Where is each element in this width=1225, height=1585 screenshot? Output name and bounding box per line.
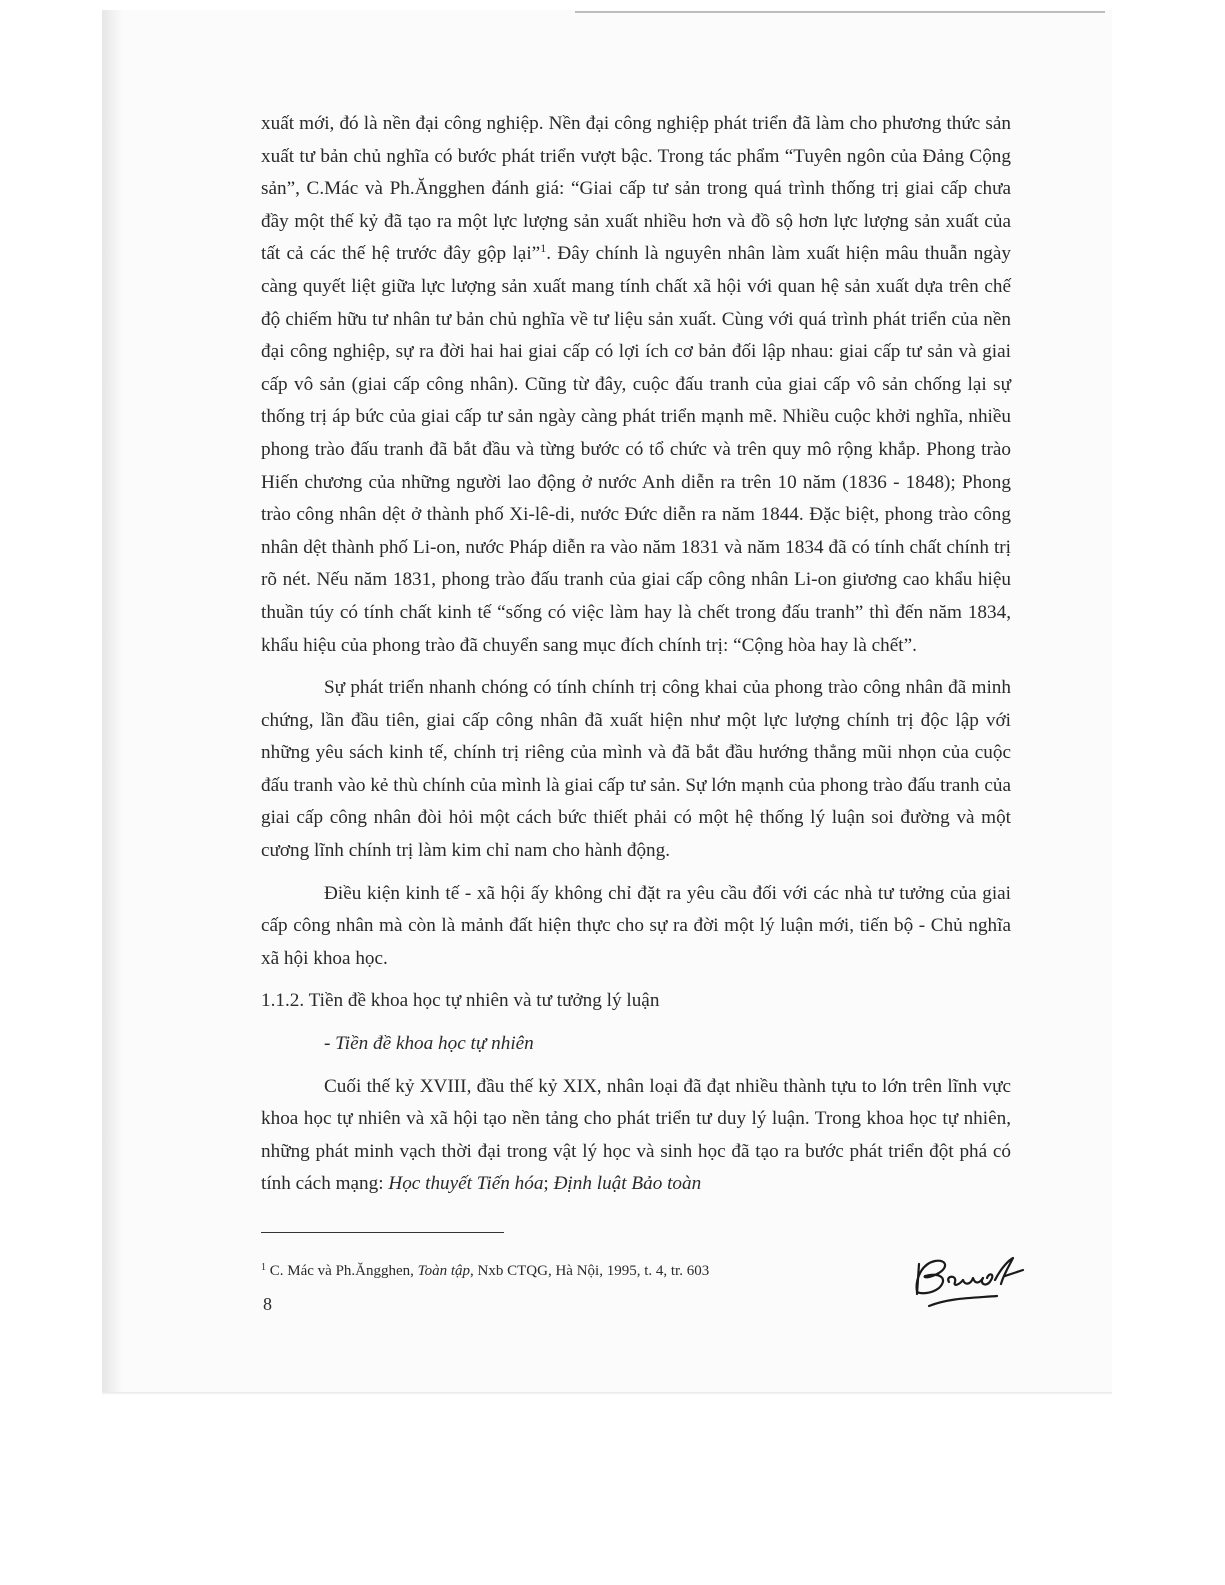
paragraph-3-text: Điều kiện kinh tế - xã hội ấy không chỉ đặt ra yêu cầu đối với các nhà tư tưởng của giai cấp công nhân mà còn là mảnh đất hiện thực cho sự ra đời một lý luận mới, tiến bộ - Chủ nghĩa xã hội khoa học. <box>261 882 1011 969</box>
section-heading-1-1-2 <box>261 985 1011 1018</box>
paragraph-2 <box>261 672 1011 868</box>
footnote-separator <box>261 1232 504 1233</box>
footnote <box>261 1260 881 1282</box>
handwritten-signature <box>905 1254 1030 1314</box>
footnote-prefix: C. Mác và Ph.Ăngghen, <box>266 1263 418 1279</box>
scan-edge-top <box>575 11 1105 13</box>
paragraph-4 <box>261 1071 1011 1201</box>
subsection-heading-text: - Tiền đề khoa học tự nhiên <box>324 1033 534 1055</box>
paragraph-4-text-a: Cuối thế kỷ XVIII, đầu thế kỷ XIX, nhân loại đã đạt nhiều thành tựu to lớn trên lĩnh vực khoa học tự nhiên và xã hội tạo nền tảng cho phát triển tư duy lý luận. Trong khoa học tự nhiên, những phát minh vạch thời đại trong vật lý học và sinh học đã tạo ra bước phát triển đột phá có tính cách mạng: <box>261 1075 1011 1195</box>
scan-edge-bottom <box>102 1392 1112 1395</box>
paragraph-1-text-b: . Đây chính là nguyên nhân làm xuất hiện mâu thuẫn ngày càng quyết liệt giữa lực lượng sản xuất mang tính chất xã hội với quan hệ sản xuất dựa trên chế độ chiếm hữu tư nhân tư bản chủ nghĩa về tư liệu sản xuất. Cùng với quá trình phát triển của nền đại công nghiệp, sự ra đời hai hai giai cấp có lợi ích cơ bản đối lập nhau: giai cấp tư sản và giai cấp vô sản (giai cấp công nhân). Cũng từ đây, cuộc đấu tranh của giai cấp vô sản chống lại sự thống trị áp bức của giai cấp tư sản ngày càng phát triển mạnh mẽ. Nhiều cuộc khởi nghĩa, nhiều phong trào đấu tranh đã bắt đầu và từng bước có tổ chức và trên quy mô rộng khắp. Phong trào Hiến chương của những người lao động ở nước Anh diễn ra trên 10 năm (1836 - 1848); Phong trào công nhân dệt ở thành phố Xi-lê-di, nước Đức diễn ra năm 1844. Đặc biệt, phong trào công nhân dệt thành phố Li-on, nước Pháp diễn ra vào năm 1831 và năm 1834 đã có tính chất chính trị rõ nét. Nếu năm 1831, phong trào đấu tranh của giai cấp công nhân Li-on giương cao khẩu hiệu thuần túy có tính chất kinh tế “sống có việc làm hay là chết trong đấu tranh” thì đến năm 1834, khẩu hiệu của phong trào đã chuyển sang mục đích chính trị: “Cộng hòa hay là chết”. <box>261 243 1012 656</box>
footnote-title: Toàn tập <box>417 1263 471 1279</box>
document-body <box>261 108 1011 1201</box>
scan-shadow-left <box>102 10 122 1395</box>
term-conservation-law: Định luật Bảo toàn <box>553 1173 702 1195</box>
subsection-heading <box>261 1028 1011 1061</box>
paragraph-3 <box>261 878 1011 976</box>
paragraph-4-separator: ; <box>543 1173 554 1195</box>
footnote-reference: 1 <box>540 241 547 256</box>
section-heading-text: 1.1.2. Tiền đề khoa học tự nhiên và tư tưởng lý luận <box>261 990 660 1012</box>
paragraph-2-text: Sự phát triển nhanh chóng có tính chính trị công khai của phong trào công nhân đã minh chứng, lần đầu tiên, giai cấp công nhân đã xuất hiện như một lực lượng chính trị độc lập với những yêu sách kinh tế, chính trị riêng của mình và đã bắt đầu hướng thẳng mũi nhọn của cuộc đấu tranh vào kẻ thù chính của mình là giai cấp tư sản. Sự lớn mạnh của phong trào đấu tranh của giai cấp công nhân đòi hỏi một cách bức thiết phải có một hệ thống lý luận soi đường và một cương lĩnh chính trị làm kim chỉ nam cho hành động. <box>261 677 1011 862</box>
paragraph-1-text-a: xuất mới, đó là nền đại công nghiệp. Nền đại công nghiệp phát triển đã làm cho phương thức sản xuất tư bản chủ nghĩa có bước phát triển vượt bậc. Trong tác phẩm “Tuyên ngôn của Đảng Cộng sản”, C.Mác và Ph.Ăngghen đánh giá: “Giai cấp tư sản trong quá trình thống trị giai cấp chưa đầy một thế kỷ đã tạo ra một lực lượng sản xuất nhiều hơn và đồ sộ hơn lực lượng sản xuất của tất cả các thế hệ trước đây gộp lại” <box>261 113 1011 265</box>
footnote-marker: 1 <box>261 1262 266 1273</box>
paragraph-1 <box>261 108 1011 662</box>
footnote-suffix: , Nxb CTQG, Hà Nội, 1995, t. 4, tr. 603 <box>470 1263 710 1279</box>
page-number: 8 <box>263 1294 272 1314</box>
term-evolution-theory: Học thuyết Tiến hóa <box>388 1173 544 1195</box>
